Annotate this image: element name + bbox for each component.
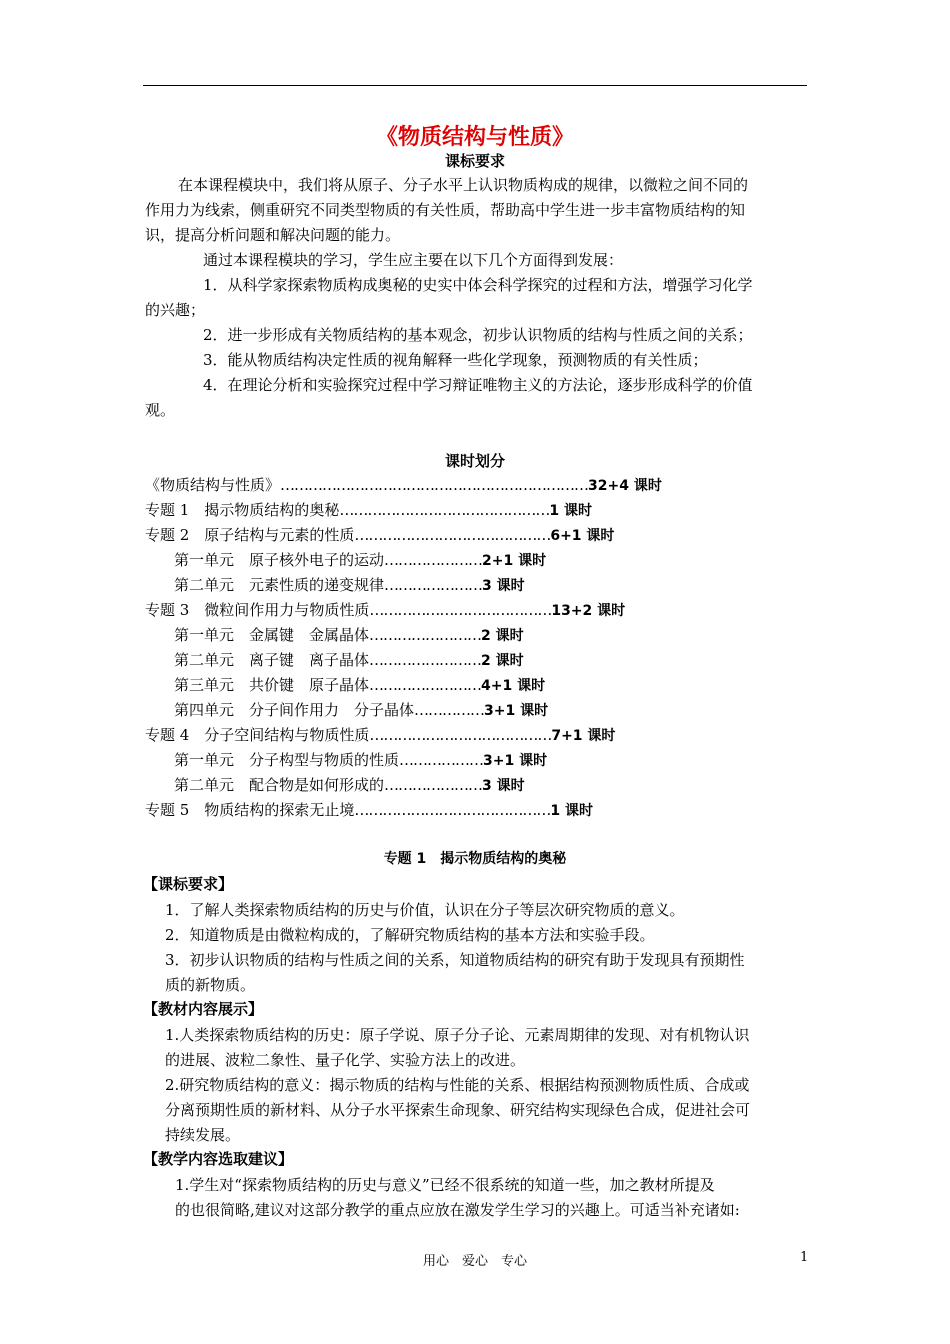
schedule-row-label: 《物质结构与性质》	[145, 476, 281, 494]
schedule-row	[145, 473, 662, 498]
intro-line-1: 在本课程模块中，我们将从原子、分子水平上认识物质构成的规律，以微粒之间不同的	[178, 176, 749, 194]
schedule-row-label: 第二单元 离子键 离子晶体	[174, 651, 370, 669]
schedule-row	[145, 498, 592, 523]
schedule-row-dots: ……………	[414, 701, 485, 719]
schedule-row-dots: ………………	[399, 751, 484, 769]
schedule-row-label: 第三单元 共价键 原子晶体	[174, 676, 370, 694]
schedule-row-dots: ………………………………………	[339, 501, 550, 519]
topic1-req-line-4: 质的新物质。	[165, 976, 256, 994]
schedule-row-label: 专题 2 原子结构与元素的性质	[145, 526, 355, 544]
topic1-req-line-1: 1．了解人类探索物质结构的历史与价值，认识在分子等层次研究物质的意义。	[165, 901, 685, 919]
schedule-row-hours: 4+1 课时	[481, 678, 546, 694]
schedule-row-hours: 3+1 课时	[484, 703, 549, 719]
schedule-row-dots: ……………………	[369, 676, 482, 694]
goal-item-3: 3．能从物质结构决定性质的视角解释一些化学现象，预测物质的有关性质；	[203, 351, 708, 369]
schedule-row	[145, 723, 615, 748]
intro-line-2: 作用力为线索，侧重研究不同类型物质的有关性质，帮助高中学生进一步丰富物质结构的知	[145, 201, 746, 219]
schedule-row-label: 第二单元 配合物是如何形成的	[174, 776, 385, 794]
page-number: 1	[800, 1250, 809, 1265]
schedule-row	[174, 573, 525, 598]
intro-line-3: 识，提高分析问题和解决问题的能力。	[145, 226, 401, 244]
schedule-row-hours: 1 课时	[549, 503, 592, 519]
document-title: 《物质结构与性质》	[375, 125, 574, 150]
topic1-req-line-3: 3．初步认识物质的结构与性质之间的关系，知道物质结构的研究有助于发现具有预期性	[165, 951, 745, 969]
topic1-req-line-2: 2．知道物质是由微粒构成的，了解研究物质结构的基本方法和实验手段。	[165, 926, 655, 944]
topic1-advice-title: 【教学内容选取建议】	[143, 1150, 294, 1168]
topic1-requirements-title: 【课标要求】	[143, 875, 234, 893]
schedule-row-dots: ……………………………………	[354, 801, 551, 819]
schedule-row	[174, 698, 548, 723]
topic1-content-line-5: 持续发展。	[165, 1126, 241, 1144]
schedule-row-label: 专题 3 微粒间作用力与物质性质	[145, 601, 370, 619]
topic1-content-line-1: 1.人类探索物质结构的历史：原子学说、原子分子论、元素周期律的发现、对有机物认识	[165, 1026, 750, 1044]
schedule-row	[174, 623, 524, 648]
lead-line: 通过本课程模块的学习，学生应主要在以下几个方面得到发展：	[203, 251, 624, 269]
schedule-row-dots: …………………	[384, 551, 483, 569]
schedule-row-label: 第一单元 金属键 金属晶体	[174, 626, 370, 644]
schedule-row-hours: 2+1 课时	[482, 553, 547, 569]
topic1-content-line-3: 2.研究物质结构的意义：揭示物质的结构与性能的关系、根据结构预测物质性质、合成或	[165, 1076, 750, 1094]
topic1-heading: 专题 1 揭示物质结构的奥秘	[383, 851, 567, 867]
schedule-row-dots: …………………	[384, 776, 483, 794]
schedule-row-label: 第四单元 分子间作用力 分子晶体	[174, 701, 415, 719]
goal-item-4b: 观。	[145, 401, 176, 419]
schedule-row-hours: 3 课时	[482, 578, 525, 594]
schedule-row-dots: ……………………………………	[354, 526, 551, 544]
schedule-row-dots: …………………	[384, 576, 483, 594]
schedule-row-label: 第一单元 原子核外电子的运动	[174, 551, 385, 569]
schedule-row-label: 专题 5 物质结构的探索无止境	[145, 801, 355, 819]
topic1-content-title: 【教材内容展示】	[143, 1000, 264, 1018]
goal-item-2: 2．进一步形成有关物质结构的基本观念，初步认识物质的结构与性质之间的关系；	[203, 326, 753, 344]
schedule-heading: 课时划分	[444, 452, 505, 470]
schedule-row-hours: 1 课时	[550, 803, 593, 819]
schedule-row-hours: 3+1 课时	[483, 753, 548, 769]
goal-item-4a: 4．在理论分析和实验探究过程中学习辩证唯物主义的方法论，逐步形成科学的价值	[203, 376, 753, 394]
section-heading-standards: 课标要求	[444, 152, 505, 170]
schedule-row-label: 专题 1 揭示物质结构的奥秘	[145, 501, 340, 519]
schedule-row-dots: …………………………………………………………	[280, 476, 589, 494]
schedule-row-hours: 7+1 课时	[551, 728, 616, 744]
schedule-row-dots: ……………………	[369, 651, 482, 669]
schedule-row-hours: 13+2 课时	[551, 603, 626, 619]
schedule-row-dots: …………………………………	[369, 601, 552, 619]
schedule-row-dots: ……………………	[369, 626, 482, 644]
schedule-row	[174, 748, 547, 773]
schedule-row-hours: 2 课时	[481, 653, 524, 669]
topic1-content-line-2: 的进展、波粒二象性、量子化学、实验方法上的改进。	[165, 1051, 526, 1069]
schedule-row	[145, 523, 614, 548]
footer-motto: 用心 爱心 专心	[422, 1254, 527, 1269]
schedule-row-dots: …………………………………	[369, 726, 552, 744]
schedule-row	[145, 798, 593, 823]
schedule-row-hours: 2 课时	[481, 628, 524, 644]
schedule-row-label: 第一单元 分子构型与物质的性质	[174, 751, 400, 769]
goal-item-1b: 的兴趣；	[145, 301, 206, 319]
schedule-row	[174, 548, 546, 573]
schedule-row	[174, 773, 525, 798]
goal-item-1a: 1．从科学家探索物质构成奥秘的史实中体会科学探究的过程和方法，增强学习化学	[203, 276, 753, 294]
schedule-row	[174, 648, 524, 673]
topic1-content-line-4: 分离预期性质的新材料、从分子水平探索生命现象、研究结构实现绿色合成，促进社会可	[165, 1101, 751, 1119]
topic1-advice-line-2: 的也很简略,建议对这部分教学的重点应放在激发学生学习的兴趣上。可适当补充诸如:	[175, 1201, 740, 1219]
topic1-advice-line-1: 1.学生对“探索物质结构的历史与意义”已经不很系统的知道一些，加之教材所提及	[175, 1176, 715, 1194]
schedule-row	[145, 598, 625, 623]
schedule-row-hours: 3 课时	[482, 778, 525, 794]
schedule-row-hours: 6+1 课时	[550, 528, 615, 544]
schedule-row	[174, 673, 545, 698]
schedule-row-label: 第二单元 元素性质的递变规律	[174, 576, 385, 594]
schedule-row-hours: 32+4 课时	[588, 478, 662, 494]
header-rule	[143, 85, 807, 86]
schedule-row-label: 专题 4 分子空间结构与物质性质	[145, 726, 370, 744]
